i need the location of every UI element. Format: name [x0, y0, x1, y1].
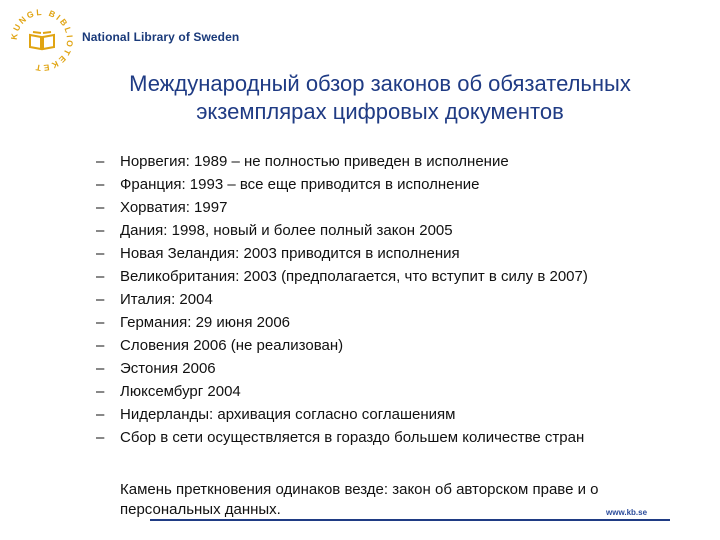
page-title [60, 70, 700, 126]
bullet-dash: – [96, 337, 105, 354]
org-name: National Library of Sweden [82, 30, 240, 44]
bullet-dash: – [96, 199, 105, 216]
bullet-dash: – [96, 291, 105, 308]
bullet-dash: – [96, 222, 105, 239]
list-item-text: Нидерланды: архивация согласно соглашениям [120, 406, 456, 423]
bullet-dash: – [96, 268, 105, 285]
open-book-icon [30, 32, 54, 49]
title-line-1: Международный обзор законов об обязательных [129, 71, 631, 96]
logo-ring-text: KUNGL BIBLIOTEKET [8, 6, 76, 74]
list-item-text: Эстония 2006 [120, 360, 216, 377]
footer-divider [150, 519, 670, 521]
list-item-text: Италия: 2004 [120, 291, 213, 308]
list-item-text: Сбор в сети осуществляется в гораздо большем количестве стран [120, 429, 585, 446]
library-logo [6, 4, 78, 76]
footer-url[interactable]: www.kb.se [606, 508, 648, 517]
bullet-dash: – [96, 360, 105, 377]
bullet-dash: – [96, 383, 105, 400]
list-item-text: Германия: 29 июня 2006 [120, 314, 291, 331]
list-item-text: Франция: 1993 – все еще приводится в исполнение [120, 176, 480, 193]
list-item-text: Норвегия: 1989 – не полностью приведен в исполнение [120, 153, 509, 170]
list-item-text: Хорватия: 1997 [120, 199, 228, 216]
list-item-text: Новая Зеландия: 2003 приводится в исполнения [120, 245, 460, 262]
list-item-text: Дания: 1998, новый и более полный закон 2005 [120, 222, 453, 239]
bullet-dash: – [96, 153, 105, 170]
list-item-text: Словения 2006 (не реализован) [120, 337, 344, 354]
title-line-2: экземплярах цифровых документов [196, 99, 564, 124]
bullet-dash: – [96, 429, 105, 446]
list-item-text: Великобритания: 2003 (предполагается, что вступит в силу в 2007) [120, 268, 588, 285]
bullet-dash: – [96, 314, 105, 331]
closing-note: Камень преткновения одинаков везде: закон об авторском праве и о персональных данных. [120, 481, 599, 518]
list-item-text: Люксембург 2004 [120, 383, 241, 400]
bullet-dash: – [96, 406, 105, 423]
bullet-dash: – [96, 245, 105, 262]
bullet-dash: – [96, 176, 105, 193]
